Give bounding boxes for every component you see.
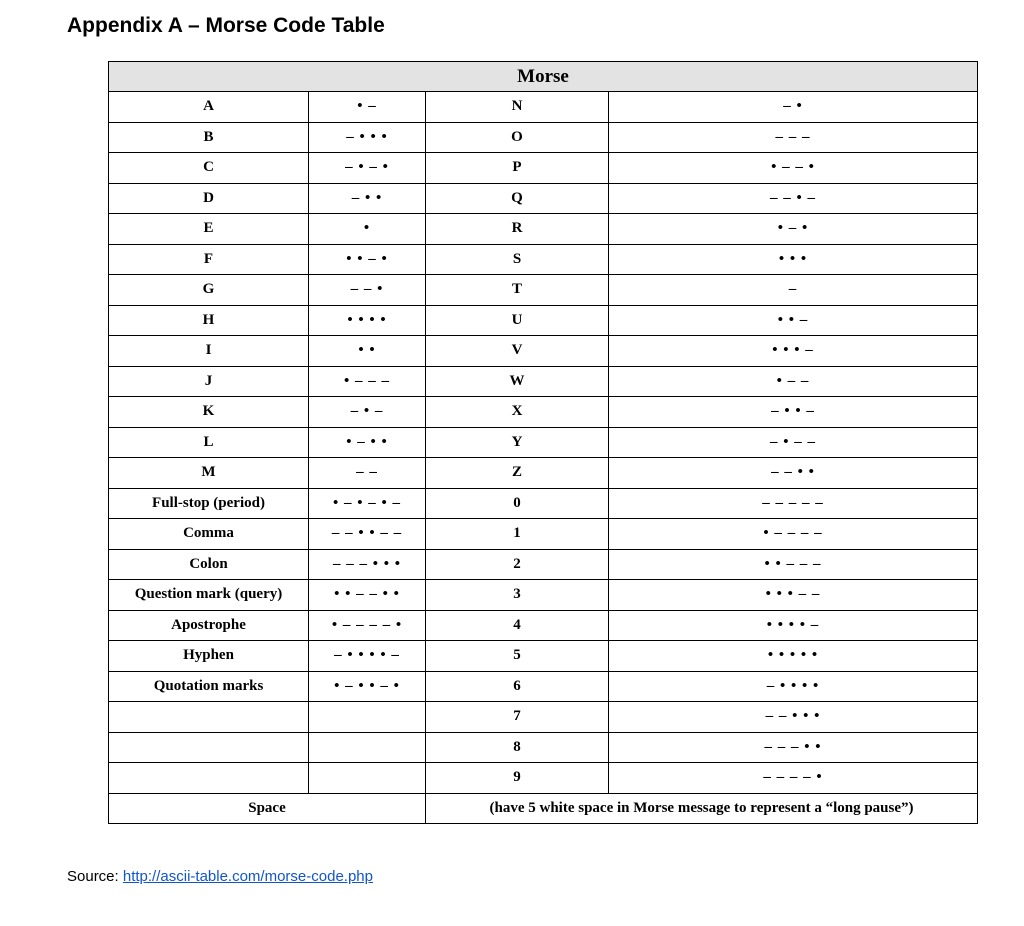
morse-code-table <box>108 61 978 824</box>
morse-code-cell: – • • • • <box>609 671 978 702</box>
morse-code-cell: • – – – – <box>609 519 978 550</box>
table-row <box>109 763 978 794</box>
character-cell: H <box>109 305 309 336</box>
table-row <box>109 183 978 214</box>
table-row <box>109 397 978 428</box>
morse-code-cell: • • • • <box>309 305 426 336</box>
morse-code-cell: • • • • – <box>609 610 978 641</box>
space-row <box>109 793 978 824</box>
table-row <box>109 458 978 489</box>
character-cell: X <box>426 397 609 428</box>
character-cell: 1 <box>426 519 609 550</box>
table-row <box>109 122 978 153</box>
character-cell: Quotation marks <box>109 671 309 702</box>
morse-code-cell: • • • – <box>609 336 978 367</box>
morse-code-cell: • • – – – <box>609 549 978 580</box>
morse-code-cell: – • – <box>309 397 426 428</box>
character-cell: Y <box>426 427 609 458</box>
morse-code-cell: – – • – <box>609 183 978 214</box>
character-cell: C <box>109 153 309 184</box>
character-cell <box>109 763 309 794</box>
morse-code-cell: – • – – <box>609 427 978 458</box>
character-cell: 5 <box>426 641 609 672</box>
table-row <box>109 702 978 733</box>
morse-code-cell: • • <box>309 336 426 367</box>
morse-code-cell: • • – • <box>309 244 426 275</box>
table-row <box>109 732 978 763</box>
morse-code-cell: – – – – • <box>609 763 978 794</box>
character-cell: A <box>109 92 309 123</box>
table-row <box>109 519 978 550</box>
morse-code-cell: – • • • <box>309 122 426 153</box>
space-label: Space <box>109 793 426 824</box>
morse-code-cell: – – • • • <box>609 702 978 733</box>
morse-code-cell: – – • • <box>609 458 978 489</box>
morse-code-cell: – – – <box>609 122 978 153</box>
morse-code-cell: – – <box>309 458 426 489</box>
table-row <box>109 610 978 641</box>
character-cell: E <box>109 214 309 245</box>
morse-code-cell: • – • • <box>309 427 426 458</box>
table-row <box>109 92 978 123</box>
morse-code-cell: • • – – • • <box>309 580 426 611</box>
table-header: Morse <box>109 62 978 92</box>
character-cell: V <box>426 336 609 367</box>
character-cell: 9 <box>426 763 609 794</box>
morse-code-cell: – • • • • – <box>309 641 426 672</box>
morse-code-cell: • – – <box>609 366 978 397</box>
morse-code-cell: • • • <box>609 244 978 275</box>
character-cell: Hyphen <box>109 641 309 672</box>
morse-code-cell: • • – <box>609 305 978 336</box>
character-cell: 6 <box>426 671 609 702</box>
space-description: (have 5 white space in Morse message to represent a “long pause”) <box>426 793 978 824</box>
character-cell: T <box>426 275 609 306</box>
character-cell: P <box>426 153 609 184</box>
morse-code-cell: • – – • <box>609 153 978 184</box>
morse-code-cell: – – • • – – <box>309 519 426 550</box>
character-cell: Comma <box>109 519 309 550</box>
character-cell: 0 <box>426 488 609 519</box>
character-cell: I <box>109 336 309 367</box>
character-cell <box>109 732 309 763</box>
table-row <box>109 244 978 275</box>
page-title: Appendix A – Morse Code Table <box>67 14 385 37</box>
table-row <box>109 336 978 367</box>
character-cell: 7 <box>426 702 609 733</box>
table-row <box>109 580 978 611</box>
character-cell: U <box>426 305 609 336</box>
character-cell: 8 <box>426 732 609 763</box>
table-row <box>109 488 978 519</box>
character-cell: W <box>426 366 609 397</box>
morse-code-cell <box>309 732 426 763</box>
character-cell: Q <box>426 183 609 214</box>
morse-code-cell: • – – – <box>309 366 426 397</box>
character-cell: L <box>109 427 309 458</box>
character-cell: K <box>109 397 309 428</box>
character-cell: G <box>109 275 309 306</box>
table-row <box>109 671 978 702</box>
morse-code-cell: – • • – <box>609 397 978 428</box>
morse-code-cell: – – – • • • <box>309 549 426 580</box>
table-row <box>109 305 978 336</box>
character-cell: Colon <box>109 549 309 580</box>
morse-code-cell: • – – – – • <box>309 610 426 641</box>
morse-code-cell: – <box>609 275 978 306</box>
character-cell: Z <box>426 458 609 489</box>
table-row <box>109 214 978 245</box>
character-cell: N <box>426 92 609 123</box>
table-row <box>109 275 978 306</box>
character-cell: 3 <box>426 580 609 611</box>
character-cell: O <box>426 122 609 153</box>
table-body <box>109 92 978 794</box>
morse-code-cell: – • <box>609 92 978 123</box>
character-cell: M <box>109 458 309 489</box>
morse-code-cell: – – • <box>309 275 426 306</box>
source-label: Source: <box>67 868 123 885</box>
morse-code-cell: • – • – • – <box>309 488 426 519</box>
morse-code-cell: – • • <box>309 183 426 214</box>
morse-code-cell <box>309 763 426 794</box>
table-row <box>109 153 978 184</box>
morse-code-cell: • – • • – • <box>309 671 426 702</box>
table-row <box>109 366 978 397</box>
morse-code-cell: • • • – – <box>609 580 978 611</box>
character-cell: S <box>426 244 609 275</box>
character-cell: Full-stop (period) <box>109 488 309 519</box>
source-line <box>67 868 373 885</box>
source-link[interactable]: http://ascii-table.com/morse-code.php <box>122 868 373 885</box>
character-cell <box>109 702 309 733</box>
character-cell: R <box>426 214 609 245</box>
character-cell: 2 <box>426 549 609 580</box>
morse-code-cell <box>309 702 426 733</box>
table-row <box>109 427 978 458</box>
character-cell: Question mark (query) <box>109 580 309 611</box>
table-row <box>109 549 978 580</box>
character-cell: J <box>109 366 309 397</box>
morse-code-cell: – – – • • <box>609 732 978 763</box>
character-cell: F <box>109 244 309 275</box>
morse-code-cell: • <box>309 214 426 245</box>
morse-code-cell: – • – • <box>309 153 426 184</box>
morse-code-cell: – – – – – <box>609 488 978 519</box>
character-cell: B <box>109 122 309 153</box>
morse-code-cell: • • • • • <box>609 641 978 672</box>
character-cell: Apostrophe <box>109 610 309 641</box>
character-cell: D <box>109 183 309 214</box>
morse-code-cell: • – • <box>609 214 978 245</box>
morse-code-cell: • – <box>309 92 426 123</box>
character-cell: 4 <box>426 610 609 641</box>
table-row <box>109 641 978 672</box>
